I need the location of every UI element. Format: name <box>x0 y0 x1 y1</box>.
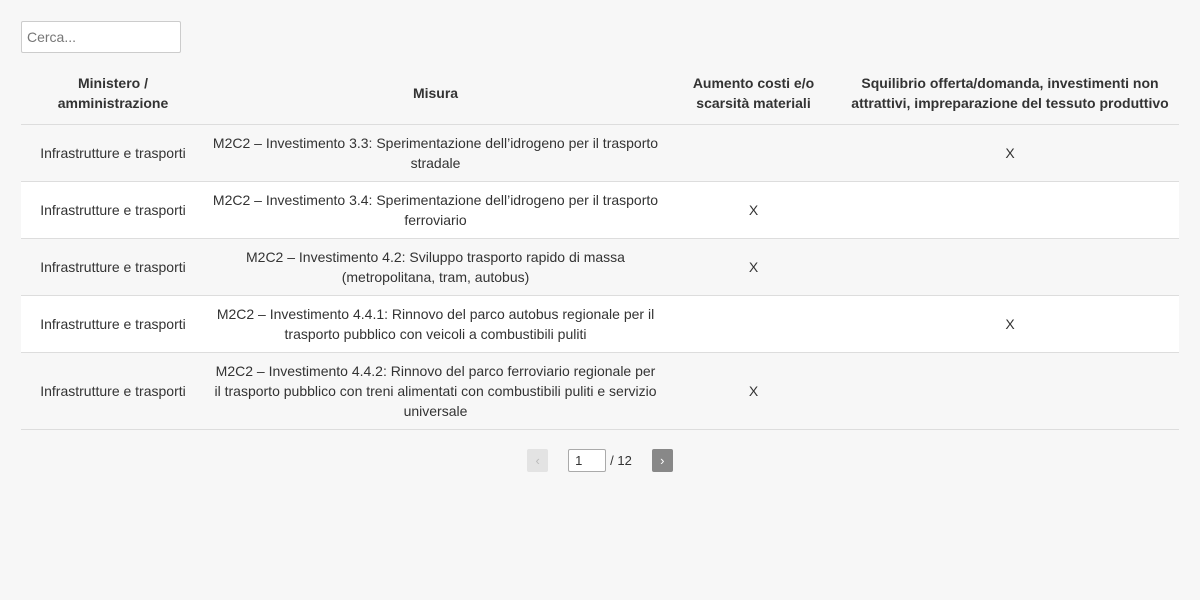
cell-squilibrio <box>841 181 1179 238</box>
previous-page-button[interactable]: ‹ <box>527 449 548 472</box>
cell-aumento-costi <box>666 295 841 352</box>
table-row <box>21 352 1179 429</box>
cell-aumento-costi: X <box>748 382 759 399</box>
cell-aumento-costi <box>666 124 841 181</box>
cell-ministero: Infrastrutture e trasporti <box>40 382 186 399</box>
cell-misura: M2C2 – Investimento 4.2: Sviluppo trasporto rapido di massa (metropolitana, tram, autobus) <box>246 248 625 285</box>
cell-squilibrio <box>841 352 1179 429</box>
cell-ministero: Infrastrutture e trasporti <box>40 144 186 161</box>
page-total-label: / 12 <box>610 453 632 468</box>
cell-aumento-costi: X <box>748 201 759 218</box>
cell-misura: M2C2 – Investimento 4.4.2: Rinnovo del parco ferroviario regionale per il trasporto pubblico con treni alimentati con combustibili puliti e servizio universale <box>214 362 657 419</box>
table-widget <box>21 21 1179 468</box>
column-header-misura[interactable]: Misura <box>412 85 459 102</box>
cell-squilibrio: X <box>1005 144 1015 161</box>
cell-misura: M2C2 – Investimento 3.3: Sperimentazione dell’idrogeno per il trasporto stradale <box>212 134 659 171</box>
data-table <box>21 63 1179 430</box>
table-row <box>21 181 1179 238</box>
cell-squilibrio <box>841 238 1179 295</box>
table-header-row <box>21 63 1179 124</box>
table-row <box>21 295 1179 352</box>
cell-misura: M2C2 – Investimento 4.4.1: Rinnovo del parco autobus regionale per il trasporto pubblico con veicoli a combustibili puliti <box>216 305 655 342</box>
column-header-aumento-costi[interactable]: Aumento costi e/o scarsità materiali <box>692 75 815 112</box>
cell-ministero: Infrastrutture e trasporti <box>40 315 186 332</box>
cell-aumento-costi: X <box>748 258 759 275</box>
pagination <box>21 449 1179 472</box>
column-header-squilibrio[interactable]: Squilibrio offerta/domanda, investimenti non attrattivi, impreparazione del tessuto produttivo <box>851 75 1169 112</box>
cell-ministero: Infrastrutture e trasporti <box>40 258 186 275</box>
cell-ministero: Infrastrutture e trasporti <box>40 201 186 218</box>
column-header-ministero[interactable]: Ministero / amministrazione <box>57 75 169 112</box>
table-row <box>21 124 1179 181</box>
table-row <box>21 238 1179 295</box>
search-input[interactable] <box>21 21 181 53</box>
next-page-button[interactable]: › <box>652 449 673 472</box>
page-number-input[interactable] <box>568 449 606 472</box>
cell-misura: M2C2 – Investimento 3.4: Sperimentazione dell’idrogeno per il trasporto ferroviario <box>212 191 659 228</box>
cell-squilibrio: X <box>1005 315 1015 332</box>
